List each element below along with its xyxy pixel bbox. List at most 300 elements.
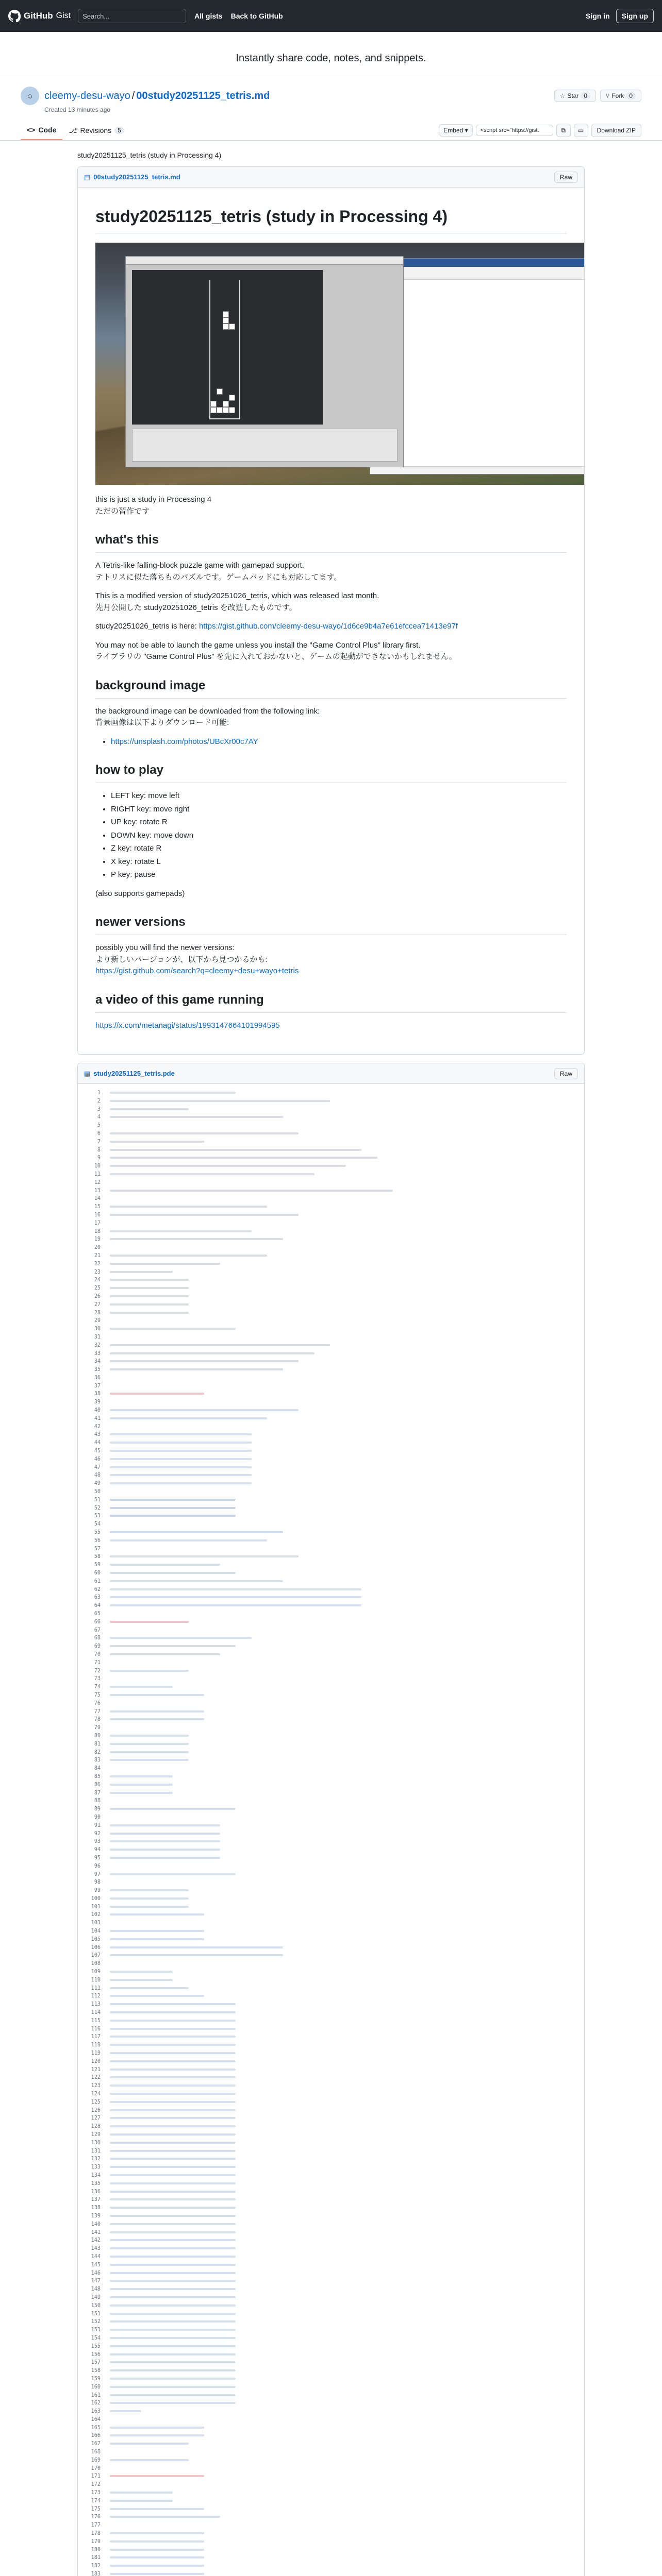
code-text: [107, 2513, 584, 2521]
code-line: [78, 2424, 584, 2432]
code-text: [107, 1366, 584, 1374]
code-line: [78, 2294, 584, 2302]
para-2-en: This is a modified version of study20251026_tetris, which was released last month.: [95, 591, 379, 600]
file-name-text: study20251125_tetris.pde: [93, 1070, 175, 1077]
file-box-markdown: [77, 166, 585, 1055]
code-text: [107, 1390, 584, 1398]
star-count: 0: [581, 92, 590, 99]
line-number: 62: [94, 1586, 101, 1592]
previous-version-link[interactable]: https://gist.github.com/cleemy-desu-wayo/1d6ce9b4a7e61efccea71413e97f: [198, 622, 458, 631]
line-number: 140: [91, 2221, 101, 2227]
readme-title: study20251125_tetris (study in Processing 4): [95, 204, 567, 233]
line-number: 75: [94, 1692, 101, 1698]
para-1: [95, 560, 567, 583]
copy-button[interactable]: [556, 124, 571, 137]
line-number: 88: [94, 1798, 101, 1804]
sign-up-button[interactable]: Sign up: [616, 9, 654, 23]
code-text: [107, 1252, 584, 1260]
code-line: [78, 2049, 584, 2058]
code-text: [107, 1602, 584, 1610]
fork-button[interactable]: [600, 90, 641, 102]
code-line: [78, 1610, 584, 1618]
code-line: [78, 1773, 584, 1781]
line-number: 167: [91, 2441, 101, 2447]
code-text: [107, 1952, 584, 1960]
code-text: [107, 1480, 584, 1488]
code-text: [107, 1504, 584, 1513]
code-text: [107, 1415, 584, 1423]
line-number: 19: [94, 1236, 101, 1243]
search-input[interactable]: [78, 9, 186, 23]
desktop-button[interactable]: [574, 124, 588, 137]
code-line: [78, 2188, 584, 2196]
download-zip-button[interactable]: Download ZIP: [591, 124, 641, 137]
line-number: 157: [91, 2360, 101, 2366]
code-text: [107, 1138, 584, 1146]
code-text: [107, 1789, 584, 1798]
github-gist-logo[interactable]: [8, 10, 71, 22]
line-number: 180: [91, 2547, 101, 2553]
line-number: 59: [94, 1562, 101, 1568]
line-number: 67: [94, 1627, 101, 1633]
star-button[interactable]: [554, 90, 596, 102]
line-number: 100: [91, 1895, 101, 1902]
line-number: 130: [91, 2140, 101, 2146]
sign-in-link[interactable]: Sign in: [586, 12, 610, 20]
code-text: [107, 1691, 584, 1700]
line-number: 52: [94, 1505, 101, 1511]
code-line: [78, 2472, 584, 2481]
line-number: 23: [94, 1269, 101, 1275]
desktop-icon: ▭: [577, 127, 584, 134]
code-line: [78, 1480, 584, 1488]
code-line: [78, 1749, 584, 1757]
line-number: 16: [94, 1212, 101, 1218]
code-text: [107, 2424, 584, 2432]
code-text: [107, 1406, 584, 1415]
line-number: 4: [97, 1114, 101, 1121]
line-number: 31: [94, 1334, 101, 1340]
line-number: 179: [91, 2538, 101, 2545]
code-line: [78, 1342, 584, 1350]
code-text: [107, 2172, 584, 2180]
code-text: [107, 1488, 584, 1496]
line-number: 118: [91, 2042, 101, 2048]
line-number: 2: [97, 1098, 101, 1104]
screenshot-image[interactable]: [95, 243, 585, 485]
embed-url-field[interactable]: <script src="https://gist.: [476, 125, 553, 136]
line-number: 81: [94, 1741, 101, 1747]
code-line: [78, 2408, 584, 2416]
line-number: 5: [97, 1123, 101, 1129]
section-whats-this: what's this: [95, 531, 567, 553]
code-text: [107, 1464, 584, 1472]
line-number: 99: [94, 1888, 101, 1894]
code-line: [78, 2009, 584, 2017]
code-line: [78, 2107, 584, 2115]
code-line: [78, 2163, 584, 2172]
code-line: [78, 1732, 584, 1740]
code-line: [78, 2570, 584, 2576]
line-number: 126: [91, 2107, 101, 2113]
code-line: [78, 1439, 584, 1447]
top-bar: [0, 0, 662, 32]
code-line: [78, 1691, 584, 1700]
code-line: [78, 1854, 584, 1862]
code-line: [78, 2546, 584, 2554]
embed-select[interactable]: Embed ▾: [439, 124, 472, 137]
line-number: 152: [91, 2319, 101, 2325]
file-icon: ▤: [84, 173, 91, 181]
search-link[interactable]: https://gist.github.com/search?q=cleemy+desu+wayo+tetris: [95, 967, 299, 975]
para-3: [95, 621, 567, 633]
code-text: [107, 2049, 584, 2058]
code-line: [78, 1415, 584, 1423]
code-text: [107, 1211, 584, 1219]
nav-all-gists[interactable]: All gists: [194, 12, 223, 20]
line-number: 96: [94, 1863, 101, 1869]
fork-label: Fork: [611, 92, 624, 99]
caption: [95, 494, 567, 517]
line-number: 129: [91, 2132, 101, 2138]
code-text: [107, 1431, 584, 1439]
section-background-image: background image: [95, 676, 567, 699]
line-number: 128: [91, 2124, 101, 2130]
line-number: 26: [94, 1293, 101, 1299]
code-line: [78, 2204, 584, 2212]
code-text: [107, 1927, 584, 1936]
code-line: [78, 1960, 584, 1968]
line-number: 34: [94, 1359, 101, 1365]
code-text: [107, 2082, 584, 2090]
line-number: 102: [91, 1912, 101, 1918]
para-1-en: A Tetris-like falling-block puzzle game with gamepad support.: [95, 561, 304, 570]
line-number: 109: [91, 1969, 101, 1975]
code-text: [107, 2090, 584, 2098]
code-text: [107, 2521, 584, 2530]
product-text: Gist: [56, 11, 71, 20]
code-line: [78, 1301, 584, 1309]
code-line: [78, 1520, 584, 1529]
line-number: 139: [91, 2213, 101, 2219]
code-line: [78, 2375, 584, 2383]
code-text: [107, 1618, 584, 1626]
line-number: 73: [94, 1676, 101, 1682]
code-text: [107, 1797, 584, 1805]
code-line: [78, 2351, 584, 2359]
game-board: [209, 280, 240, 419]
line-number: 83: [94, 1757, 101, 1764]
code-line: [78, 1203, 584, 1211]
code-text: [107, 1439, 584, 1447]
line-number: 138: [91, 2205, 101, 2211]
code-line: [78, 1529, 584, 1537]
line-number: 13: [94, 1188, 101, 1194]
line-number: 54: [94, 1521, 101, 1528]
line-number: 40: [94, 1408, 101, 1414]
line-number: 158: [91, 2368, 101, 2374]
line-number: 76: [94, 1700, 101, 1706]
code-line: [78, 1952, 584, 1960]
code-line: [78, 2236, 584, 2245]
code-line: [78, 2212, 584, 2221]
avatar[interactable]: ☺: [21, 87, 39, 105]
line-number: 79: [94, 1725, 101, 1731]
embed-label: Embed: [443, 127, 464, 134]
code-line: [78, 2090, 584, 2098]
line-number: 55: [94, 1530, 101, 1536]
line-number: 44: [94, 1440, 101, 1446]
code-line: [78, 1113, 584, 1122]
line-number: 121: [91, 2066, 101, 2073]
revisions-count: 5: [114, 127, 124, 134]
brand-text: GitHub: [24, 11, 53, 21]
line-number: 28: [94, 1310, 101, 1316]
code-text: [107, 2221, 584, 2229]
line-number: 97: [94, 1871, 101, 1877]
code-line: [78, 2505, 584, 2514]
line-number: 145: [91, 2262, 101, 2268]
code-line: [78, 1814, 584, 1822]
code-line: [78, 2066, 584, 2074]
line-number: 61: [94, 1578, 101, 1584]
line-number: 22: [94, 1261, 101, 1267]
line-number: 51: [94, 1497, 101, 1503]
code-line: [78, 2139, 584, 2147]
code-line: [78, 1642, 584, 1651]
section-video: a video of this game running: [95, 991, 567, 1013]
line-number: 14: [94, 1196, 101, 1202]
code-text: [107, 1569, 584, 1578]
code-line: [78, 1211, 584, 1219]
code-text: [107, 1765, 584, 1773]
code-line: [78, 2440, 584, 2448]
code-text: [107, 2058, 584, 2066]
line-number: 87: [94, 1790, 101, 1796]
code-text: [107, 2408, 584, 2416]
controls-panel: [132, 429, 398, 462]
line-number: 8: [97, 1147, 101, 1153]
code-line: [78, 2025, 584, 2033]
code-line: [78, 1765, 584, 1773]
code-line: [78, 2554, 584, 2562]
para-3-text: study20251026_tetris is here:: [95, 622, 199, 631]
code-line: [78, 2196, 584, 2204]
revisions-icon: ⎇: [69, 126, 77, 134]
code-line: [78, 2155, 584, 2163]
line-number: 175: [91, 2506, 101, 2512]
code-line: [78, 1293, 584, 1301]
line-number: 70: [94, 1651, 101, 1657]
line-number: 122: [91, 2075, 101, 2081]
code-line: [78, 1496, 584, 1504]
gist-header: [0, 76, 662, 113]
code-text: [107, 2399, 584, 2408]
code-line: [78, 1374, 584, 1382]
line-number: 181: [91, 2555, 101, 2561]
line-number: 111: [91, 1985, 101, 1991]
code-text: [107, 2098, 584, 2107]
list-item: [111, 736, 567, 748]
code-text: [107, 2448, 584, 2456]
code-text: [107, 1447, 584, 1455]
line-number: 71: [94, 1659, 101, 1666]
code-text: [107, 1276, 584, 1284]
code-text: [107, 1985, 584, 1993]
line-number: 124: [91, 2091, 101, 2097]
gist-description: study20251125_tetris (study in Processing 4): [77, 151, 222, 159]
line-number: 41: [94, 1415, 101, 1421]
line-number: 132: [91, 2156, 101, 2162]
code-line: [78, 2285, 584, 2294]
code-text: [107, 1830, 584, 1838]
code-line: [78, 1895, 584, 1903]
line-number: 174: [91, 2498, 101, 2504]
code-line: [78, 2310, 584, 2318]
code-text: [107, 1260, 584, 1268]
line-number: 60: [94, 1570, 101, 1577]
code-line: [78, 2334, 584, 2343]
github-octocat-icon: [8, 10, 21, 22]
code-text: [107, 1895, 584, 1903]
code-line: [78, 1219, 584, 1228]
code-text: [107, 2343, 584, 2351]
code-text: [107, 1740, 584, 1749]
list-item: • LEFT key: move left: [111, 790, 567, 802]
unsplash-link[interactable]: https://unsplash.com/photos/UBcXr00c7AY: [111, 737, 258, 746]
code-text: [107, 1854, 584, 1862]
line-number: 86: [94, 1782, 101, 1788]
code-line: [78, 1390, 584, 1398]
code-line: [78, 1903, 584, 1911]
code-line: [78, 1252, 584, 1260]
para-2-ja: 先月公開した study20251026_tetris を改造したものです。: [95, 603, 297, 612]
code-text: [107, 1423, 584, 1431]
code-line: [78, 1578, 584, 1586]
line-number: 142: [91, 2238, 101, 2244]
line-number: 10: [94, 1163, 101, 1170]
line-number: 115: [91, 2018, 101, 2024]
owner-link[interactable]: cleemy-desu-wayo: [44, 90, 130, 101]
section-newer-versions: newer versions: [95, 913, 567, 935]
code-text: [107, 2546, 584, 2554]
line-number: 65: [94, 1611, 101, 1617]
code-line: [78, 1781, 584, 1789]
line-number: 12: [94, 1179, 101, 1185]
code-line: [78, 2302, 584, 2310]
code-line: [78, 1260, 584, 1268]
line-number: 149: [91, 2294, 101, 2300]
code-text: [107, 2570, 584, 2576]
code-line: [78, 1618, 584, 1626]
code-line: [78, 1838, 584, 1846]
code-text: [107, 2025, 584, 2033]
raw-button[interactable]: Raw: [554, 172, 578, 183]
code-text: [107, 2562, 584, 2570]
line-number: 183: [91, 2571, 101, 2576]
line-number: 135: [91, 2180, 101, 2187]
line-number: 116: [91, 2026, 101, 2032]
code-text: [107, 2318, 584, 2326]
code-text: [107, 2277, 584, 2285]
line-number: 119: [91, 2050, 101, 2057]
file-name[interactable]: [84, 1070, 175, 1078]
star-label: Star: [567, 92, 579, 99]
line-number: 45: [94, 1448, 101, 1454]
code-text: [107, 1724, 584, 1732]
line-number: 38: [94, 1391, 101, 1397]
line-number: 80: [94, 1733, 101, 1739]
code-text: [107, 2139, 584, 2147]
code-text: [107, 2033, 584, 2041]
code-line: [78, 1683, 584, 1691]
para-4-en: You may not be able to launch the game unless you install the "Game Control Plus" library first.: [95, 640, 421, 650]
code-text: [107, 2310, 584, 2318]
line-number: 144: [91, 2253, 101, 2260]
line-number: 6: [97, 1130, 101, 1137]
tab-code[interactable]: [21, 121, 62, 140]
file-name[interactable]: [84, 173, 180, 181]
raw-button[interactable]: Raw: [554, 1068, 578, 1079]
code-line: [78, 2041, 584, 2049]
line-number: 74: [94, 1684, 101, 1690]
code-text: [107, 1822, 584, 1830]
file-header: [78, 1063, 584, 1084]
code-text: [107, 1903, 584, 1911]
line-number: 68: [94, 1635, 101, 1641]
gist-name-link[interactable]: 00study20251125_tetris.md: [136, 90, 270, 101]
code-text: [107, 1228, 584, 1236]
code-line: [78, 1919, 584, 1927]
code-text: [107, 2196, 584, 2204]
line-number: 170: [91, 2465, 101, 2471]
code-text: [107, 1871, 584, 1879]
line-number: 127: [91, 2115, 101, 2122]
code-text: [107, 1683, 584, 1691]
line-number: 120: [91, 2058, 101, 2064]
video-link[interactable]: https://x.com/metanagi/status/1993147664101994595: [95, 1021, 280, 1030]
code-text: [107, 2253, 584, 2261]
nav-back-to-github[interactable]: Back to GitHub: [230, 12, 283, 20]
code-text: [107, 2123, 584, 2131]
code-text: [107, 1700, 584, 1708]
code-line: [78, 1398, 584, 1406]
code-line: [78, 2180, 584, 2188]
line-number: 146: [91, 2270, 101, 2276]
line-number: 57: [94, 1546, 101, 1552]
line-number: 134: [91, 2172, 101, 2178]
code-text: [107, 1512, 584, 1520]
line-number: 112: [91, 1993, 101, 1999]
code-line: [78, 1366, 584, 1374]
code-text: [107, 2392, 584, 2400]
code-line: [78, 1179, 584, 1187]
code-text: [107, 1667, 584, 1675]
star-icon: ☆: [559, 92, 566, 99]
code-line: [78, 1740, 584, 1749]
line-number: 113: [91, 2002, 101, 2008]
code-line: [78, 2033, 584, 2041]
code-line: [78, 1455, 584, 1464]
code-line: [78, 1423, 584, 1431]
line-number: 160: [91, 2384, 101, 2390]
tab-revisions[interactable]: [62, 121, 130, 140]
code-line: [78, 1569, 584, 1578]
code-line: [78, 1602, 584, 1610]
code-line: [78, 1651, 584, 1659]
line-number: 85: [94, 1773, 101, 1780]
line-number: 27: [94, 1301, 101, 1308]
